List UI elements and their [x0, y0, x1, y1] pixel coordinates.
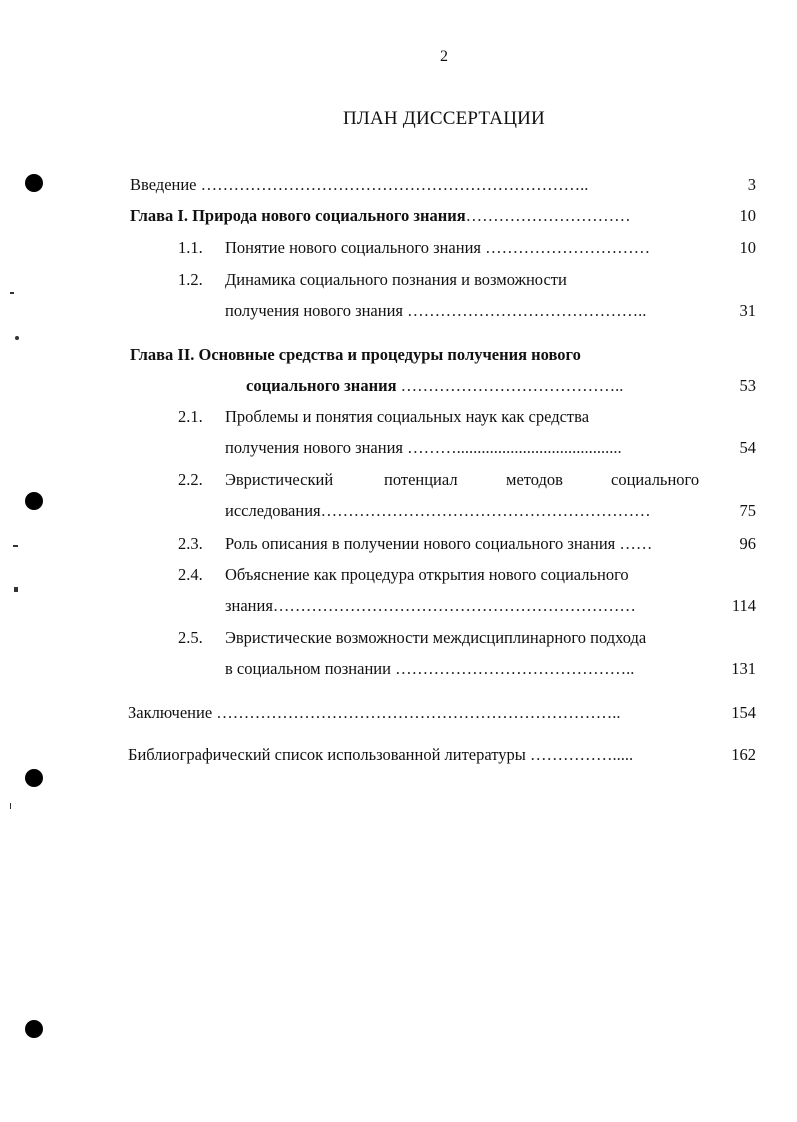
page-number: 2 — [440, 48, 448, 65]
toc-entry-2-5-line2: в социальном познании …………………………………….. — [225, 659, 635, 678]
binder-hole — [25, 174, 43, 192]
toc-entry-2-4-line1: Объяснение как процедура открытия нового социального — [225, 565, 629, 584]
toc-section-number: 2.4. — [178, 565, 203, 584]
toc-entry-2-4-line2: знания………………………………………………………… — [225, 596, 636, 615]
scan-speck — [10, 292, 14, 294]
toc-entry-chapter-1: Глава I. Природа нового социального знания………………………… — [130, 206, 631, 225]
scan-speck — [10, 803, 11, 809]
binder-hole — [25, 1020, 43, 1038]
toc-entry-1-1: Понятие нового социального знания ………………………… — [225, 238, 651, 257]
toc-entry-chapter-2-line2: социального знания ………………………………….. — [246, 376, 624, 395]
toc-entry-intro: Введение …………………………………………………………….. — [130, 175, 589, 194]
toc-page-2-5: 131 — [731, 659, 756, 678]
binder-hole — [25, 769, 43, 787]
toc-section-number: 2.1. — [178, 407, 203, 426]
toc-entry-1-2-line2: получения нового знания …………………………………….. — [225, 301, 647, 320]
toc-entry-2-2-word: потенциал — [384, 470, 458, 489]
toc-page-bibliography: 162 — [731, 745, 756, 764]
toc-entry-conclusion: Заключение ……………………………………………………………….. — [128, 703, 621, 722]
toc-entry-2-3: Роль описания в получении нового социального знания …… — [225, 534, 653, 553]
toc-page-chapter-2: 53 — [739, 376, 756, 395]
toc-entry-bibliography: Библиографический список использованной литературы ……………..... — [128, 745, 634, 764]
binder-hole — [25, 492, 43, 510]
toc-page-conclusion: 154 — [731, 703, 756, 722]
toc-page-intro: 3 — [747, 175, 756, 194]
scan-speck — [15, 336, 19, 340]
toc-page-chapter-1: 10 — [739, 206, 756, 225]
toc-entry-2-2-word: Эвристический — [225, 470, 334, 489]
toc-entry-2-2-word: социального — [611, 470, 700, 489]
toc-page-2-1: 54 — [739, 438, 756, 457]
toc-section-number: 1.2. — [178, 270, 203, 289]
toc-entry-2-1-line2: получения нового знания ………........................................ — [225, 438, 622, 457]
toc-entry-2-5-line1: Эвристические возможности междисциплинарного подхода — [225, 628, 647, 647]
toc-page-2-4: 114 — [731, 596, 756, 615]
toc-section-number: 1.1. — [178, 238, 203, 257]
scan-speck — [14, 587, 18, 592]
toc-section-number: 2.2. — [178, 470, 203, 489]
toc-entry-1-2-line1: Динамика социального познания и возможности — [225, 270, 567, 289]
toc-entry-chapter-2-line1: Глава II. Основные средства и процедуры получения нового — [130, 345, 581, 364]
toc-page-2-3: 96 — [739, 534, 756, 553]
page-title: ПЛАН ДИССЕРТАЦИИ — [343, 108, 545, 129]
toc-page-2-2: 75 — [739, 501, 756, 520]
scan-speck — [13, 545, 18, 547]
toc-entry-2-2-line2: исследования…………………………………………………… — [225, 501, 651, 520]
toc-section-number: 2.3. — [178, 534, 203, 553]
toc-page-1-2: 31 — [739, 301, 756, 320]
toc-entry-2-2-word: методов — [506, 470, 563, 489]
toc-section-number: 2.5. — [178, 628, 203, 647]
toc-page-1-1: 10 — [739, 238, 756, 257]
toc-entry-2-1-line1: Проблемы и понятия социальных наук как средства — [225, 407, 590, 426]
